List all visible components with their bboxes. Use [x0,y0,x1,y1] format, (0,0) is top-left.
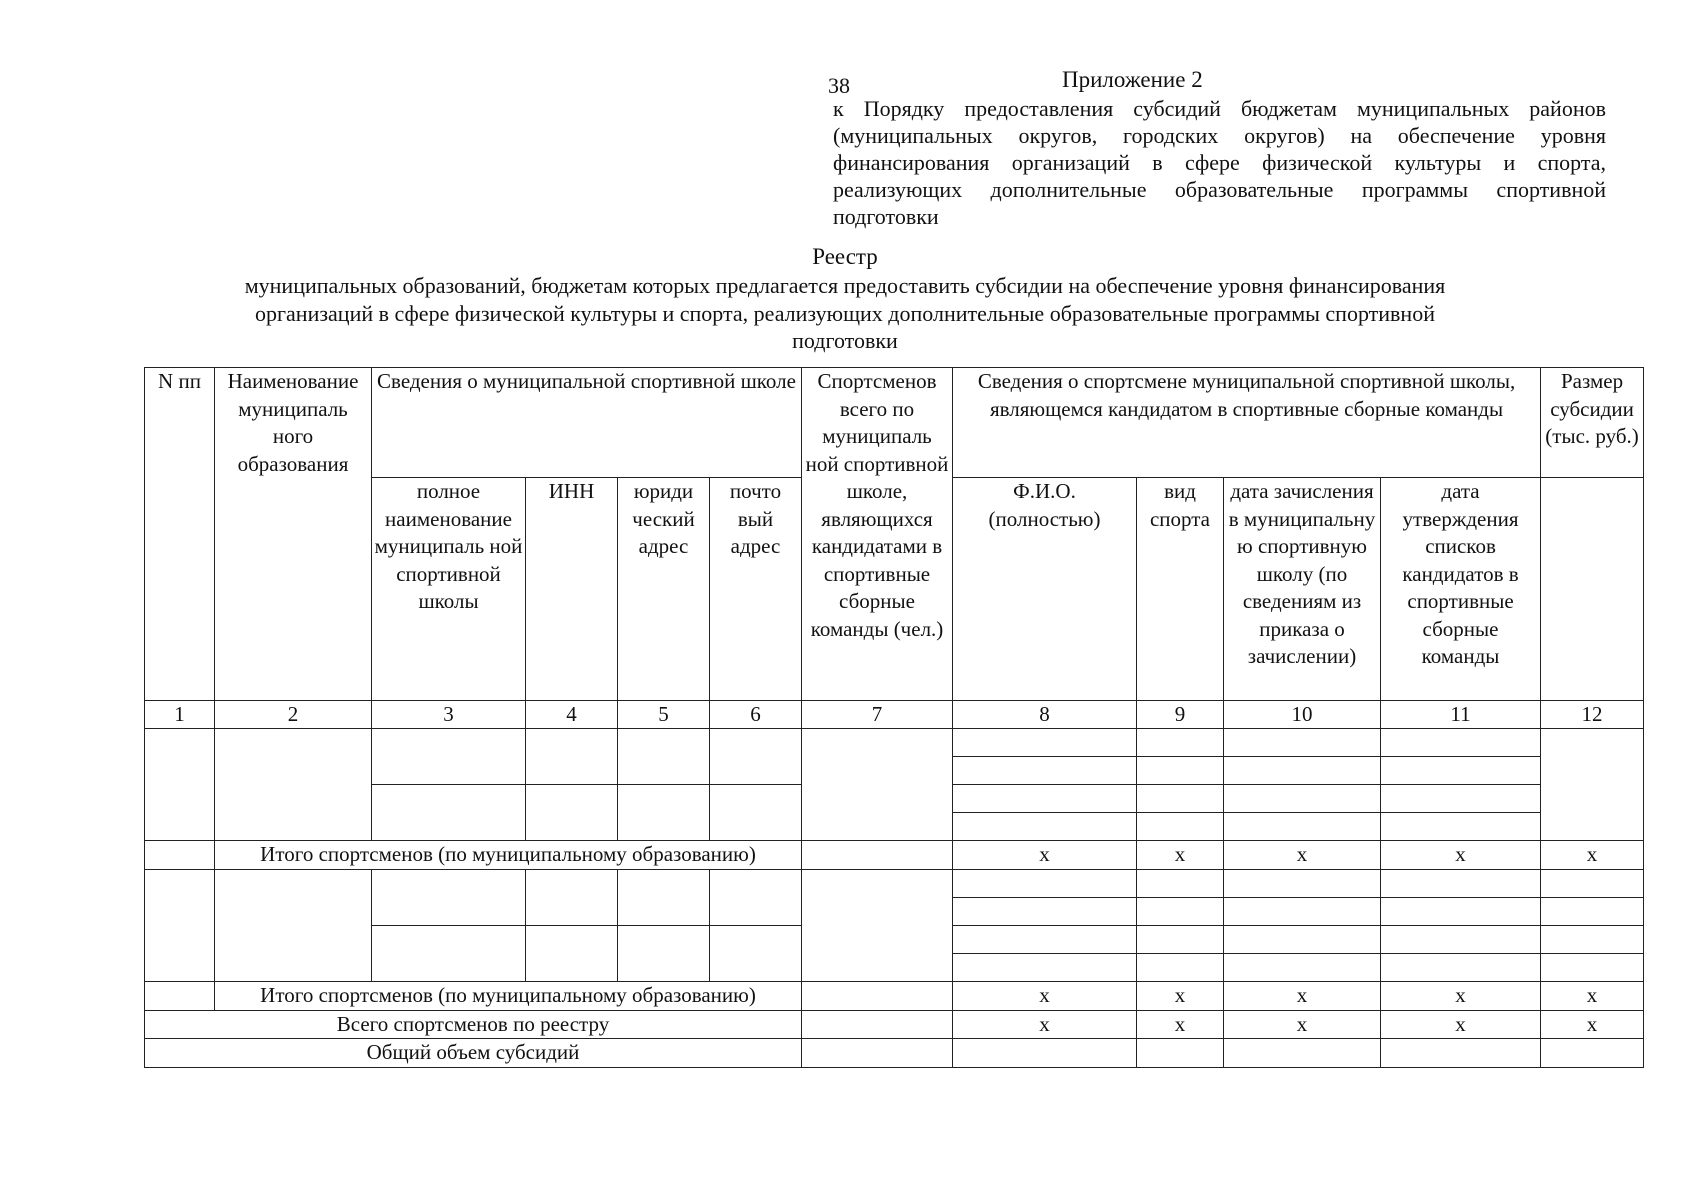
data-cell [1137,1039,1224,1068]
data-cell [145,982,215,1011]
page-number: 38 [828,73,850,98]
data-cell [1224,897,1381,925]
data-cell [372,926,526,982]
x-mark: x [953,841,1137,870]
data-cell [215,729,372,841]
column-number: 12 [1541,700,1644,728]
data-cell [953,897,1137,925]
header-legal-address: юриди ческий адрес [618,478,710,701]
data-cell [1381,813,1541,841]
data-cell [1541,869,1644,897]
data-cell [1137,926,1224,954]
column-number: 2 [215,700,372,728]
data-cell [1381,785,1541,813]
x-mark: x [1381,982,1541,1011]
x-mark: x [1137,982,1224,1011]
data-cell [145,841,215,870]
column-number: 6 [710,700,802,728]
header-municipality-name: Наименование муниципаль ного образования [215,368,372,701]
data-cell [372,785,526,841]
appendix-title: Приложение 2 [1062,67,1203,92]
data-cell [1381,897,1541,925]
total-athletes-label: Всего спортсменов по реестру [145,1010,802,1039]
data-cell [1381,757,1541,785]
data-cell [953,785,1137,813]
subtotal-label: Итого спортсменов (по муниципальному образованию) [215,982,802,1011]
data-cell [1381,954,1541,982]
x-mark: x [1541,1010,1644,1039]
data-cell [953,926,1137,954]
data-cell [953,729,1137,757]
header-subsidy-empty [1541,478,1644,701]
data-cell [802,1010,953,1039]
data-cell [1541,1039,1644,1068]
data-cell [526,785,618,841]
data-cell [1224,926,1381,954]
data-cell [953,813,1137,841]
appendix-line: реализующих дополнительные образовательные программы спортивной [833,177,1606,202]
header-inn: ИНН [526,478,618,701]
data-cell [618,729,710,785]
registry-subtitle-line: организаций в сфере физической культуры и спорта, реализующих дополнительные образовательные программы спортивной [255,300,1435,326]
header-school-info: Сведения о муниципальной спортивной школе [372,368,802,478]
data-cell [802,982,953,1011]
x-mark: x [1224,841,1381,870]
data-cell [1224,813,1381,841]
appendix-line: к Порядку предоставления субсидий бюджетам муниципальных районов [833,96,1606,121]
data-cell [953,869,1137,897]
data-cell [1137,813,1224,841]
column-number: 3 [372,700,526,728]
data-cell [145,729,215,841]
header-sport-type: вид спорта [1137,478,1224,701]
data-cell [372,869,526,925]
data-cell [1224,869,1381,897]
data-cell [1224,757,1381,785]
header-full-name: Ф.И.О. (полностью) [953,478,1137,701]
data-cell [1224,1039,1381,1068]
x-mark: x [1224,982,1381,1011]
data-cell [1224,785,1381,813]
data-cell [215,869,372,981]
data-cell [618,869,710,925]
registry-subtitle-line: муниципальных образований, бюджетам которых предлагается предоставить субсидии на обеспечение уровня финансирования [244,273,1446,298]
header-list-approval-date: дата утверждения списков кандидатов в спортивные сборные команды [1381,478,1541,701]
column-number: 9 [1137,700,1224,728]
data-cell [1224,954,1381,982]
data-cell [710,926,802,982]
header-school-full-name: полное наименование муниципаль ной спортивной школы [372,478,526,701]
x-mark: x [1137,1010,1224,1039]
data-cell [802,1039,953,1068]
appendix-reference [833,95,1606,230]
data-cell [953,757,1137,785]
data-cell [618,785,710,841]
data-cell [1224,729,1381,757]
data-cell [953,1039,1137,1068]
subtotal-label: Итого спортсменов (по муниципальному образованию) [215,841,802,870]
data-cell [1137,729,1224,757]
data-cell [1137,954,1224,982]
column-number: 5 [618,700,710,728]
data-cell [618,926,710,982]
x-mark: x [1137,841,1224,870]
data-cell [710,869,802,925]
column-number: 7 [802,700,953,728]
registry-subtitle-line: подготовки [792,328,898,353]
data-cell [526,869,618,925]
appendix-line: подготовки [833,204,939,229]
registry-subtitle [175,272,1515,355]
data-cell [1541,926,1644,954]
data-cell [1137,897,1224,925]
data-cell [710,729,802,785]
appendix-line: финансирования организаций в сфере физической культуры и спорта, [833,150,1606,175]
x-mark: x [953,982,1137,1011]
registry-title: Реестр [812,244,878,269]
x-mark: x [1541,841,1644,870]
data-cell [1137,757,1224,785]
data-cell [1137,785,1224,813]
data-cell [1137,869,1224,897]
header-athletes-total: Спортсменов всего по муниципаль ной спортивной школе, являющихся кандидатами в спортивные сборные команды (чел.) [802,368,953,701]
data-cell [1541,897,1644,925]
x-mark: x [1541,982,1644,1011]
data-cell [1381,1039,1541,1068]
total-subsidy-label: Общий объем субсидий [145,1039,802,1068]
data-cell [372,729,526,785]
column-number: 4 [526,700,618,728]
data-cell [526,729,618,785]
column-number: 8 [953,700,1137,728]
header-subsidy-amount: Размер субсидии (тыс. руб.) [1541,368,1644,478]
data-cell [1541,954,1644,982]
data-cell [802,869,953,981]
header-col-number: N пп [145,368,215,701]
data-cell [953,954,1137,982]
data-cell [1381,729,1541,757]
data-cell [1541,729,1644,841]
column-number: 11 [1381,700,1541,728]
data-cell [1381,926,1541,954]
data-cell [145,869,215,981]
appendix-line: (муниципальных округов, городских округов) на обеспечение уровня [833,123,1606,148]
column-number: 1 [145,700,215,728]
column-number: 10 [1224,700,1381,728]
data-cell [526,926,618,982]
data-cell [710,785,802,841]
x-mark: x [1224,1010,1381,1039]
header-postal-address: почто вый адрес [710,478,802,701]
x-mark: x [1381,841,1541,870]
x-mark: x [953,1010,1137,1039]
registry-table [144,367,1644,1068]
header-enrollment-date: дата зачисления в муниципальну ю спортивную школу (по сведениям из приказа о зачислении) [1224,478,1381,701]
data-cell [1381,869,1541,897]
data-cell [802,841,953,870]
header-athlete-info: Сведения о спортсмене муниципальной спортивной школы, являющемся кандидатом в спортивные сборные команды [953,368,1541,478]
x-mark: x [1381,1010,1541,1039]
data-cell [802,729,953,841]
